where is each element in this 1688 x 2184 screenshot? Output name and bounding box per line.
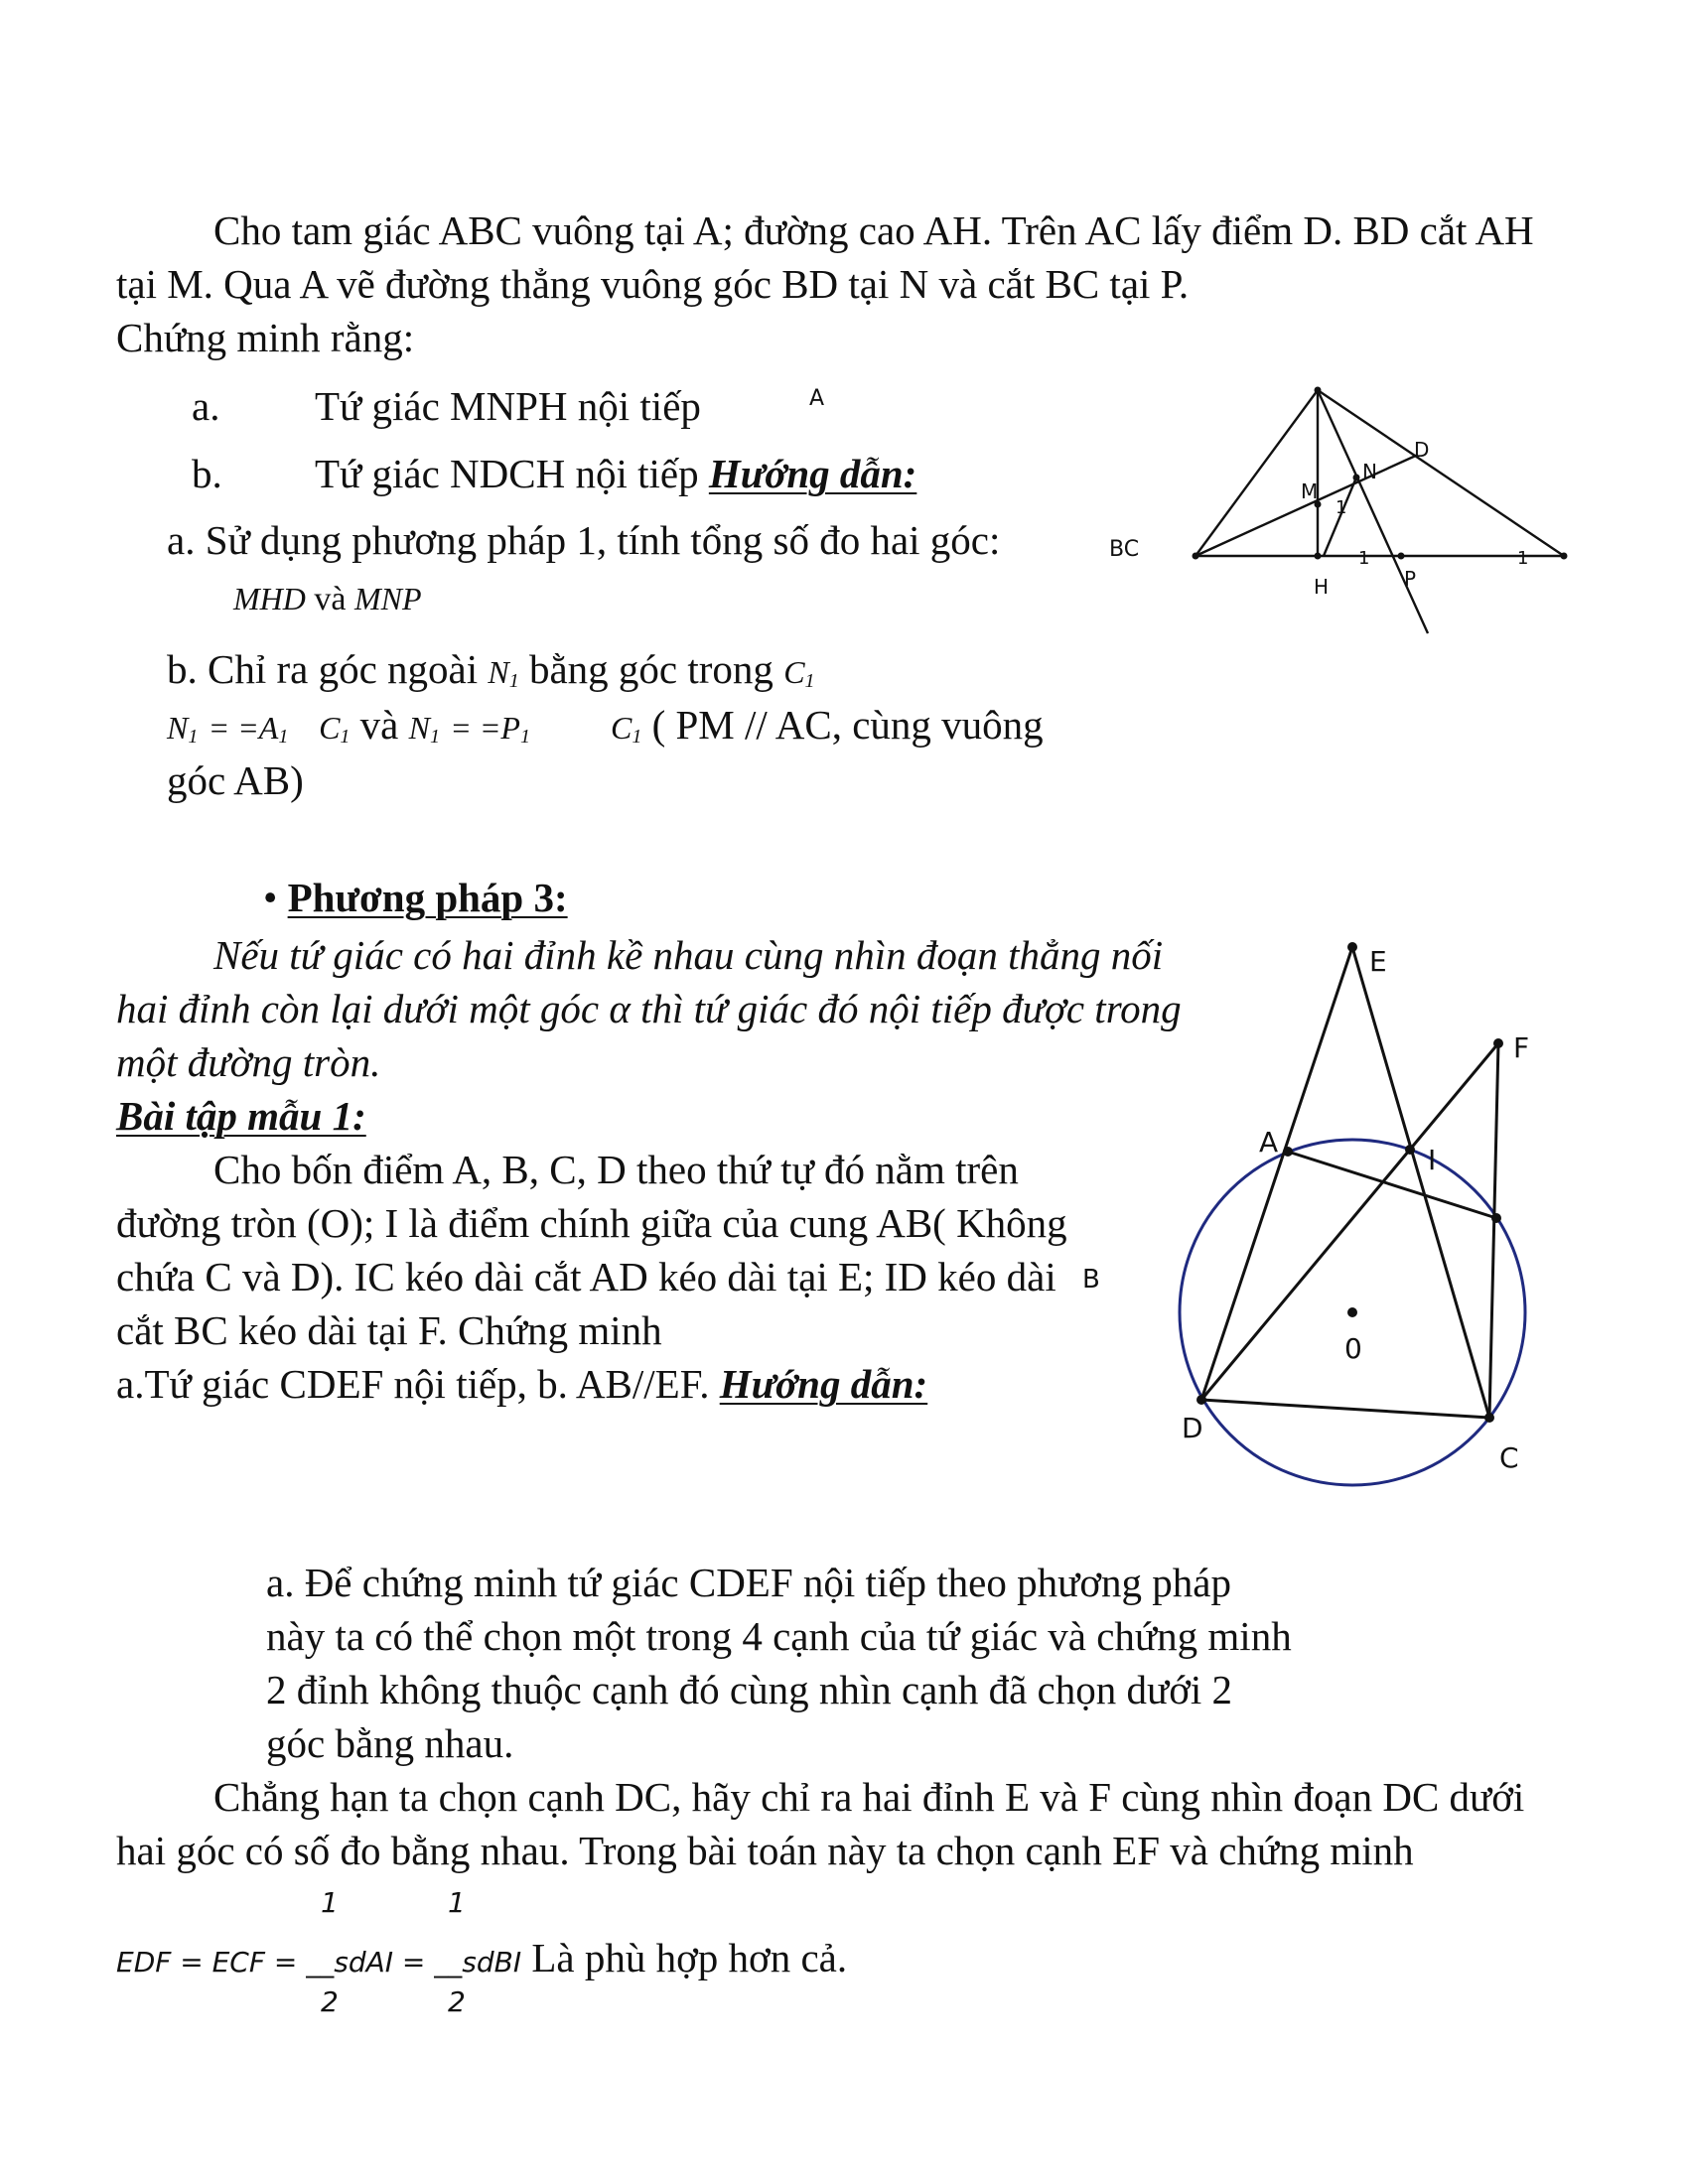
line-ec	[1352, 947, 1489, 1418]
label-bc: BC	[1109, 537, 1140, 562]
label-d2: D	[1182, 1412, 1203, 1444]
line-ab	[1288, 1152, 1496, 1218]
label-o: 0	[1344, 1332, 1362, 1365]
line-fc	[1489, 1043, 1498, 1418]
problem-line-2: tại M. Qua A vẽ đường thẳng vuông góc BD tại N và cắt BC tại P.	[116, 261, 1190, 307]
hint-label: Hướng dẫn:	[708, 451, 917, 496]
fraction-num-1: 1	[321, 1886, 339, 1919]
bullet: •	[263, 875, 278, 920]
eq-n1-2: N1	[408, 710, 440, 748]
example-line-1: Cho bốn điểm A, B, C, D theo thứ tự đó nằm trên	[213, 1147, 1019, 1192]
label-b-fig2: B	[1082, 1265, 1100, 1295]
line-dc	[1201, 1400, 1489, 1418]
eq-a1: A1	[258, 710, 289, 748]
eq-tail-text: ( PM // AC, cùng vuông	[651, 702, 1044, 748]
eq-c1-2: C1	[611, 710, 642, 748]
fraction-den-2: 2	[448, 1985, 466, 2018]
label-h: H	[1314, 575, 1330, 599]
angle-mark-3: 1	[1517, 548, 1529, 569]
formula-line	[116, 1934, 847, 1982]
example-task: a.Tứ giác CDEF nội tiếp, b. AB//EF.	[116, 1361, 710, 1407]
label-d: D	[1414, 438, 1430, 462]
example-hint: Hướng dẫn:	[719, 1361, 928, 1407]
label-i: I	[1428, 1144, 1437, 1176]
example-line-3: chứa C và D). IC kéo dài cắt AD kéo dài tại E; ID kéo dài	[116, 1254, 1056, 1299]
eq-and: và	[359, 702, 399, 748]
solution-para-1: Chẳng hạn ta chọn cạnh DC, hãy chỉ ra hai đỉnh E và F cùng nhìn đoạn DC dưới	[213, 1774, 1525, 1820]
label-f: F	[1513, 1031, 1530, 1064]
item-b-marker: b.	[192, 451, 222, 496]
label-n: N	[1362, 460, 1377, 483]
fraction-den-1: 2	[321, 1985, 339, 2018]
method3-line-2: hai đỉnh còn lại dưới một góc α thì tứ giác đó nội tiếp được trong	[116, 986, 1182, 1031]
label-a2: A	[1259, 1126, 1279, 1159]
method3-title: Phương pháp 3:	[287, 875, 568, 920]
method3-line-3: một đường tròn.	[116, 1039, 381, 1085]
eq-p1: P1	[500, 710, 530, 748]
example-title: Bài tập mẫu 1:	[116, 1093, 366, 1139]
and-word: và	[314, 581, 347, 617]
angle-mnp: MNP	[353, 581, 422, 616]
method3-line-1: Nếu tứ giác có hai đỉnh kề nhau cùng nhìn đoạn thẳng nối	[213, 932, 1164, 978]
label-a: A	[809, 386, 825, 411]
hint-b-text: b. Chỉ ra góc ngoài	[167, 646, 479, 692]
angle-mark-1: 1	[1336, 497, 1347, 518]
problem-line-3: Chứng minh rằng:	[116, 315, 415, 360]
item-a-marker: a.	[192, 383, 220, 429]
angle-mark-2: 1	[1358, 548, 1370, 569]
angle-n1: N1	[488, 654, 519, 692]
hint-b-text-2: bằng góc trong	[528, 646, 774, 692]
solution-para-2: hai góc có số đo bằng nhau. Trong bài toán này ta chọn cạnh EF và chứng minh	[116, 1828, 1414, 1873]
fraction-num-2: 1	[448, 1886, 466, 1919]
label-p: P	[1404, 567, 1417, 591]
label-c2: C	[1499, 1441, 1519, 1474]
line-ed	[1201, 947, 1352, 1400]
label-e: E	[1369, 945, 1387, 978]
eq-sign: = =	[208, 710, 259, 746]
item-b-text: Tứ giác NDCH nội tiếp	[315, 451, 699, 496]
item-a-text: Tứ giác MNPH nội tiếp	[315, 383, 701, 429]
solution-line-3: 2 đỉnh không thuộc cạnh đó cùng nhìn cạnh đã chọn dưới 2	[266, 1667, 1233, 1712]
formula-tail: Là phù hợp hơn cả.	[531, 1935, 848, 1980]
angle-mhd: MHD	[233, 581, 306, 616]
angle-c1: C1	[783, 654, 815, 692]
problem-line-1: Cho tam giác ABC vuông tại A; đường cao AH. Trên AC lấy điểm D. BD cắt AH	[213, 207, 1534, 253]
eq-n1: N1	[167, 710, 199, 748]
equality-tail-2: góc AB)	[167, 757, 304, 803]
label-m: M	[1301, 479, 1319, 503]
solution-line-2: này ta có thể chọn một trong 4 cạnh của tứ giác và chứng minh	[266, 1613, 1292, 1659]
example-line-4: cắt BC kéo dài tại F. Chứng minh	[116, 1307, 662, 1353]
formula: EDF = ECF = __sdAI = __sdBI	[116, 1946, 522, 1979]
solution-line-4: góc bằng nhau.	[266, 1720, 514, 1766]
example-line-2: đường tròn (O); I là điểm chính giữa của cung AB( Không	[116, 1200, 1067, 1246]
solution-line-1: a. Để chứng minh tứ giác CDEF nội tiếp theo phương pháp	[266, 1560, 1231, 1605]
eq-sign-2: = =	[450, 710, 501, 746]
eq-c1: C1	[319, 710, 351, 748]
hint-a: a. Sử dụng phương pháp 1, tính tổng số đo hai góc:	[167, 517, 1001, 563]
